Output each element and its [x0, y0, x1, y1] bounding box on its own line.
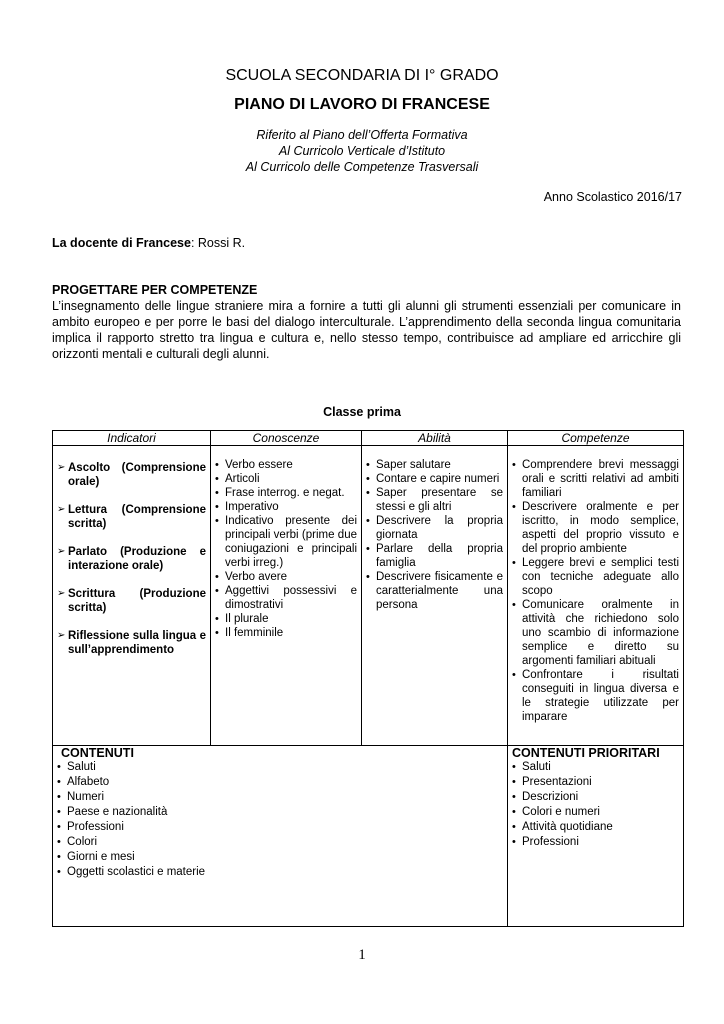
document-title: PIANO DI LAVORO DI FRANCESE	[234, 96, 490, 113]
abilita-cell	[362, 446, 508, 746]
section-title: PROGETTARE PER COMPETENZE	[52, 283, 258, 297]
list-item: • Aggettivi possessivi e dimostrativi	[215, 584, 357, 612]
list-item: • Il femminile	[215, 626, 357, 640]
list-item: • Indicativo presente dei principali verbi (prime due coniugazioni e principali verbi irreg.)	[215, 514, 357, 570]
list-item: • Articoli	[215, 472, 357, 486]
school-year: Anno Scolastico 2016/17	[543, 190, 682, 204]
curriculum-table	[52, 430, 684, 927]
reference-line: Riferito al Piano dell’Offerta Formativa	[256, 128, 468, 142]
list-item: • Leggere brevi e semplici testi con tecniche adeguate allo scopo	[512, 556, 679, 598]
header-competenze: Competenze	[508, 431, 684, 446]
list-item: • Descrivere oralmente e per iscritto, in modo semplice, aspetti del proprio vissuto e del proprio ambiente	[512, 500, 679, 556]
list-item: • Parlare della propria famiglia	[366, 542, 503, 570]
list-item: • Professioni	[57, 820, 503, 835]
list-item: ➢ Parlato (Produzione e interazione orale)	[57, 545, 206, 573]
table-row	[53, 746, 684, 927]
conoscenze-list	[215, 458, 357, 640]
indicatori-cell	[53, 446, 211, 746]
list-item: • Colori	[57, 835, 503, 850]
list-item: • Verbo avere	[215, 570, 357, 584]
list-item: • Il plurale	[215, 612, 357, 626]
table-header-row	[53, 431, 684, 446]
contenuti-title: CONTENUTI	[61, 746, 134, 760]
prioritari-title: CONTENUTI PRIORITARI	[512, 746, 660, 760]
list-item: • Professioni	[512, 835, 679, 850]
list-item: • Descrizioni	[512, 790, 679, 805]
page-number: 1	[358, 947, 366, 963]
list-item: • Numeri	[57, 790, 503, 805]
list-item: • Saluti	[57, 760, 503, 775]
header-indicatori: Indicatori	[53, 431, 211, 446]
header-conoscenze: Conoscenze	[211, 431, 362, 446]
competenze-list	[512, 458, 679, 724]
conoscenze-cell	[211, 446, 362, 746]
reference-line: Al Curricolo delle Competenze Trasversali	[245, 160, 479, 174]
abilita-list	[366, 458, 503, 612]
list-item: • Saper salutare	[366, 458, 503, 472]
list-item: • Paese e nazionalità	[57, 805, 503, 820]
list-item: • Comunicare oralmente in attività che richiedono solo uno scambio di informazione semplice e diretto su argomenti familiari abituali	[512, 598, 679, 668]
table-caption: Classe prima	[323, 405, 401, 419]
indicatori-list	[57, 461, 206, 657]
competenze-cell	[508, 446, 684, 746]
contenuti-cell	[53, 746, 508, 927]
list-item: • Comprendere brevi messaggi orali e scritti relativi ad ambiti familiari	[512, 458, 679, 500]
list-item: • Descrivere fisicamente e caratterialmente una persona	[366, 570, 503, 612]
school-title: SCUOLA SECONDARIA DI I° GRADO	[225, 67, 499, 84]
teacher-label: La docente di Francese	[52, 236, 191, 250]
list-item: • Confrontare i risultati conseguiti in lingua diversa e le strategie utilizzate per imparare	[512, 668, 679, 724]
list-item: • Imperativo	[215, 500, 357, 514]
list-item: • Verbo essere	[215, 458, 357, 472]
list-item: • Descrivere la propria giornata	[366, 514, 503, 542]
header-abilita: Abilità	[362, 431, 508, 446]
list-item: • Contare e capire numeri	[366, 472, 503, 486]
prioritari-list	[512, 760, 679, 850]
list-item: • Saluti	[512, 760, 679, 775]
list-item: ➢ Lettura (Comprensione scritta)	[57, 503, 206, 531]
list-item: ➢ Riflessione sulla lingua e sull’apprendimento	[57, 629, 206, 657]
contenuti-list	[57, 760, 503, 880]
teacher-name: : Rossi R.	[190, 236, 246, 250]
list-item: • Alfabeto	[57, 775, 503, 790]
list-item: • Frase interrog. e negat.	[215, 486, 357, 500]
teacher-line	[52, 236, 245, 250]
section-paragraph: L’insegnamento delle lingue straniere mira a fornire a tutti gli alunni gli strumenti essenziali per comunicare in ambito europeo e per porre le basi del dialogo interculturale. L’apprendimento della seconda lingua comunitaria implica il rapporto stretto tra lingua e cultura e, nello stesso tempo, contribuisce ad ampliare ed arricchire gli orizzonti mentali e culturali degli alunni.	[52, 299, 681, 361]
list-item: • Presentazioni	[512, 775, 679, 790]
reference-line: Al Curricolo Verticale d’Istituto	[278, 144, 446, 158]
list-item: ➢ Scrittura (Produzione scritta)	[57, 587, 206, 615]
list-item: ➢ Ascolto (Comprensione orale)	[57, 461, 206, 489]
prioritari-cell	[508, 746, 684, 927]
list-item: • Saper presentare se stessi e gli altri	[366, 486, 503, 514]
table-row	[53, 446, 684, 746]
list-item: • Attività quotidiane	[512, 820, 679, 835]
list-item: • Oggetti scolastici e materie	[57, 865, 503, 880]
list-item: • Colori e numeri	[512, 805, 679, 820]
list-item: • Giorni e mesi	[57, 850, 503, 865]
